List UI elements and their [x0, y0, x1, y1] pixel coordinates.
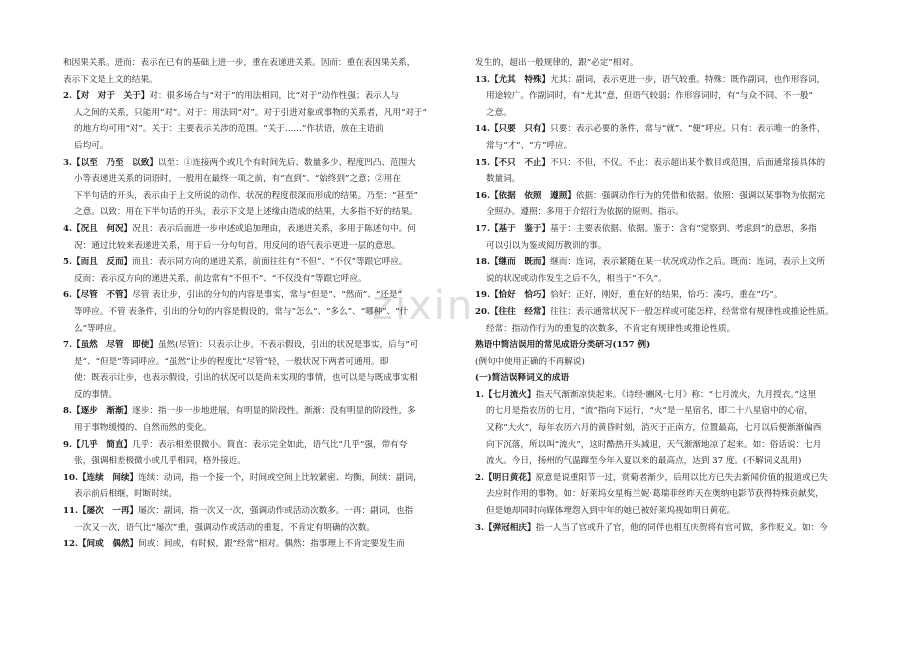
entry-block: [475, 304, 857, 337]
entry-text: 是”、“但是”等词呼应。“虽然”让步的程度比“尽管”轻，一般状况下两者可通用。即: [74, 356, 389, 367]
entry-text: 之意。: [486, 107, 512, 118]
entry-text: 的地方均可用“对”。关于：主要表示关涉的范围。“关于……”作状语，放在主语前: [74, 124, 384, 135]
entry-line: [63, 437, 463, 454]
entry-line: [63, 403, 463, 420]
entry-line: [63, 321, 463, 338]
entry-block: [63, 337, 463, 403]
entry-text: 往往：表示通常状况下一般怎样或可能怎样，经常常有规律性或推论性质。: [550, 306, 834, 317]
entry-line: [63, 121, 463, 138]
entry-number: 1.: [475, 389, 484, 400]
entry-block: [475, 520, 857, 537]
entry-text: 用途较广。作副词时，有“尤其”意，但语气较弱；作形容词时，有“与众不同、不一般”: [486, 91, 813, 102]
entry-line: [63, 503, 463, 520]
entry-term: 【几乎 简直】: [71, 439, 133, 450]
entry-text: 去应时作用的事物。如：好莱坞女星梅兰妮·葛瑞菲丝昨天在奥纳电影节获得特殊贡献奖，: [486, 489, 824, 500]
entry-text: 原意是说重阳节一过，赏菊者渐少，后用以比方已失去新闻价值的报道或已失: [535, 472, 828, 483]
entry-text: 流火。今日，扬州的气温蹿至今年入夏以来的最高点，达到 37 度。(不解词义乱用): [486, 456, 802, 467]
entry-term: 【尤其 特殊】: [489, 74, 551, 85]
entry-line: [63, 155, 463, 172]
entry-line: [63, 420, 463, 437]
entry-number: 16.: [475, 190, 490, 201]
entry-text: 表示下文是上文的结果。: [63, 74, 158, 85]
entry-line: [475, 72, 857, 89]
entry-block: [63, 403, 463, 436]
entry-line: [475, 287, 857, 304]
entry-number: 12.: [63, 539, 78, 550]
entry-text: 说的状况或动作发生之后不久，相当于“不久”。: [486, 273, 667, 284]
entry-line: [63, 238, 463, 255]
entry-line: [475, 304, 857, 321]
entry-text: 可以引以为鉴或阅历教训的事。: [486, 240, 607, 251]
entry-line: [63, 221, 463, 238]
entry-term: 【而且 反而】: [71, 257, 133, 268]
entry-text: 而且：表示同方向的递进关系，前面往往有“不但”、“不仅”等跟它呼应。: [132, 257, 408, 268]
entry-line: [63, 387, 463, 404]
entry-line: [63, 453, 463, 470]
entry-number: 14.: [475, 124, 490, 135]
entry-text: 尽管 表让步，引出的分句的内容是事实，常与“但是”、“然而”、“还是”: [132, 290, 402, 301]
entry-term: 【以至 乃至 以致】: [71, 157, 158, 168]
entry-text: 继而：连词，表示紧随在某一状况或动作之后。既而：连词，表示上文所: [550, 257, 826, 268]
right-column: [475, 55, 857, 536]
section-heading: (一)简洁误释词义的成语: [475, 373, 570, 384]
entry-text: 后均可。: [74, 140, 109, 151]
entry-line: [475, 254, 857, 271]
entry-block: [475, 287, 857, 304]
entry-text: 虽然(尽管)：只表示让步，不表示假设，引出的状况是事实，后与“可: [157, 340, 419, 351]
entry-block: [475, 470, 857, 520]
entry-text: 以至：①连接两个或几个有时间先后、数量多少、程度凹凸、范围大: [157, 157, 416, 168]
entry-text: 恰好：正好，刚好，重在好的结果，恰巧：凑巧，重在“巧”。: [550, 290, 783, 301]
entry-line: [475, 403, 857, 420]
entry-block: [475, 337, 857, 354]
entry-block: [63, 221, 463, 254]
entry-number: 6.: [63, 290, 72, 301]
entry-text: 尤其：副词，表示更进一步，语气较重。特殊：既作副词，也作形容词，: [550, 74, 826, 85]
entry-text: 下半句话的开头，表示由于上文所说的动作、状况的程度很深而形成的结果。乃至：“甚至”: [74, 190, 418, 201]
entry-term: 【恰好 恰巧】: [489, 290, 551, 301]
entry-text: 指天气渐渐凉快起来。《诗经·豳风·七月》称：“七月流火，九月授衣。”这里: [535, 389, 817, 400]
entry-term: 【明日黄花】: [483, 472, 536, 483]
entry-text: 数量词。: [486, 174, 521, 185]
entry-block: [475, 155, 857, 188]
entry-line: [63, 354, 463, 371]
entry-number: 18.: [475, 257, 490, 268]
entry-number: 11.: [63, 506, 78, 517]
entry-block: [63, 155, 463, 221]
entry-text: 表示前后相继，时断时续。: [74, 489, 178, 500]
entry-number: 10.: [63, 472, 78, 483]
entry-block: [475, 387, 857, 470]
entry-line: [63, 304, 463, 321]
entry-term: 【弹冠相庆】: [483, 522, 536, 533]
entry-block: [63, 470, 463, 503]
entry-line: [63, 138, 463, 155]
entry-line: [475, 321, 857, 338]
entry-line: [475, 88, 857, 105]
entry-line: [63, 271, 463, 288]
entry-term: 【况且 何况】: [71, 223, 133, 234]
entry-line: [475, 138, 857, 155]
entry-block: [63, 536, 463, 553]
entry-block: [475, 221, 857, 254]
entry-number: 19.: [475, 290, 490, 301]
entry-text: 反而：表示反方向的递进关系，前边常有“不但不”、“不仅没有”等跟它呼应。: [74, 273, 367, 284]
entry-term: 【虽然 尽管 即使】: [71, 340, 158, 351]
entry-number: 15.: [475, 157, 490, 168]
entry-text: 况且：表示后面进一步申述或追加理由，表递进关系，多用于陈述句中。何: [132, 223, 416, 234]
entry-text: 和因果关系。进而：表示在已有的基础上进一步，重在表递进关系。因而：重在表因果关系，: [63, 58, 416, 68]
entry-line: [63, 287, 463, 304]
entry-text: 况：通过比较来表递进关系，用于后一分句句首，用反问的语气表示更进一层的意思。: [74, 240, 401, 251]
entry-term: 【屡次 一再】: [77, 506, 139, 517]
entry-text: 反的事情。: [74, 389, 117, 400]
entry-line: [475, 188, 857, 205]
entry-line: [475, 486, 857, 503]
entry-line: [475, 453, 857, 470]
entry-term: 【往往 经常】: [489, 306, 551, 317]
entry-term: 【基于 鉴于】: [489, 223, 551, 234]
entry-term: 【对 对于 关于】: [71, 91, 150, 102]
entry-line: [475, 470, 857, 487]
entry-line: [475, 520, 857, 537]
entry-block: [475, 121, 857, 154]
entry-text: 只要：表示必要的条件，常与“就”、“便”呼应。只有：表示唯一的条件，: [550, 124, 826, 135]
entry-line: [475, 171, 857, 188]
entry-text: 逐步：指一步一步地进展，有明显的阶段性。渐渐：没有明显的阶段性，多: [132, 406, 416, 417]
entry-line: [63, 204, 463, 221]
entry-text: 屡次：副词，指一次又一次，强调动作或活动次数多。一再：副词，也指: [138, 506, 414, 517]
entry-number: 2.: [63, 91, 72, 102]
entry-text: 连续：动词，指一个接一个，时间或空间上比较紧密、均衡，间续：副词，: [138, 472, 422, 483]
entry-block: [63, 55, 463, 88]
entry-number: 17.: [475, 223, 490, 234]
entry-line: [63, 55, 463, 72]
entry-line: [63, 470, 463, 487]
entry-text: 之意。以致：用在下半句话的开头，表示下文是上述缘由造成的结果，大多指不好的结果。: [74, 207, 418, 218]
entry-line: [63, 105, 463, 122]
entry-line: [475, 105, 857, 122]
entry-number: 13.: [475, 74, 490, 85]
entry-text: 经常：指动作行为的重复的次数多，不肯定有规律性或推论性质。: [486, 323, 736, 334]
entry-block: [63, 503, 463, 536]
entry-block: [475, 55, 857, 72]
entry-block: [475, 254, 857, 287]
entry-text: 基于：主要表依据、依据。鉴于：含有“觉察到、考虑到”的意思，多指: [550, 223, 817, 234]
entry-line: [63, 520, 463, 537]
entry-line: [475, 221, 857, 238]
entry-block: [475, 188, 857, 221]
entry-term: 【七月流火】: [483, 389, 536, 400]
left-column: [63, 55, 463, 553]
entry-term: 【依据 依照 遵照】: [489, 190, 576, 201]
section-note: (例句中使用正确的不再解说): [475, 356, 585, 367]
entry-line: [63, 171, 463, 188]
entry-block: [63, 287, 463, 337]
entry-line: [475, 503, 857, 520]
entry-line: [475, 55, 857, 72]
entry-text: 等呼应。不管 表条件，引出的分句的内容是假设的，常与“怎么”、“多么”、“哪种”、“什: [74, 306, 409, 317]
entry-line: [475, 387, 857, 404]
entry-block: [63, 88, 463, 154]
entry-line: [63, 370, 463, 387]
entry-block: [63, 254, 463, 287]
entry-text: 但是她却同时向媒体埋怨入到中年的她已被好莱坞视如明日黄花。: [486, 506, 736, 517]
entry-line: [63, 72, 463, 89]
entry-text: 用于事物缓慢的、自然而然的变化。: [74, 423, 212, 434]
entry-text: 对：很多场合与“对于”的用法相同，比“对于”动作性强；表示人与: [149, 91, 399, 102]
entry-text: 全照办。遵照：多用于介绍行为依据的原则、指示。: [486, 207, 684, 218]
entry-number: 9.: [63, 439, 72, 450]
entry-line: [475, 420, 857, 437]
entry-line: [475, 204, 857, 221]
entry-number: 4.: [63, 223, 72, 234]
entry-line: [475, 155, 857, 172]
entry-number: 8.: [63, 406, 72, 417]
entry-text: 发生的，超出一般规律的，跟“必定”相对。: [475, 58, 639, 68]
entry-number: 20.: [475, 306, 490, 317]
entry-text: 间或：间或，有时候，跟“经常”相对。偶然：指事理上不肯定要发生而: [138, 539, 405, 550]
entry-line: [475, 238, 857, 255]
entry-text: 么”等呼应。: [74, 323, 122, 334]
section-heading: 熟语中简洁误用的常见成语分类研习(157 例): [475, 340, 651, 351]
entry-text: 几乎：表示相差很微小。简直：表示完全如此，语气比“几乎”强，带有夸: [132, 439, 408, 450]
entry-text: 使：既表示让步，也表示假设，引出的状况可以是尚未实现的事情，也可以是与既成事实相: [74, 373, 418, 384]
entry-line: [63, 536, 463, 553]
entry-number: 7.: [63, 340, 72, 351]
entry-block: [475, 370, 857, 387]
entry-number: 3.: [475, 522, 484, 533]
entry-term: 【尽管 不管】: [71, 290, 133, 301]
entry-text: 小等表递进关系的词语时，一般用在最终一项之前，有“直到”、“始终到”之意；②用在: [74, 174, 401, 185]
entry-text: 向下沉落，所以叫“流火”，这时酷热开头减退，天气渐渐地凉了起来。如：俗话说：七月: [486, 439, 822, 450]
entry-line: [63, 337, 463, 354]
entry-block: [475, 354, 857, 371]
entry-number: 2.: [475, 472, 484, 483]
entry-text: 一次又一次，语气比“屡次”重，强调动作或活动的重复，不肯定有明确的次数。: [74, 522, 375, 533]
entry-line: [475, 271, 857, 288]
entry-term: 【间或 偶然】: [77, 539, 139, 550]
entry-line: [63, 486, 463, 503]
entry-text: 人之间的关系，只能用“对”。对于：用法同“对”。对于引进对象或事物的关系者，凡用“对于”: [74, 107, 427, 118]
entry-term: 【只要 只有】: [489, 124, 551, 135]
entry-number: 5.: [63, 257, 72, 268]
entry-line: [475, 437, 857, 454]
entry-block: [475, 72, 857, 122]
entry-line: [475, 121, 857, 138]
entry-text: 不只：不但，不仅。不止：表示超出某个数目或范围，后面通常接具体的: [550, 157, 826, 168]
entry-term: 【继而 既而】: [489, 257, 551, 268]
entry-term: 【逐步 渐渐】: [71, 406, 133, 417]
entry-line: [63, 188, 463, 205]
entry-text: 张，强调相差极微小或几乎相同，格外接近。: [74, 456, 246, 467]
entry-text: 指一人当了官或升了官，他的同伴也相互庆贺将有官可做，多作贬义。如：今: [535, 522, 828, 533]
entry-block: [63, 437, 463, 470]
entry-term: 【不只 不止】: [489, 157, 551, 168]
entry-term: 【连续 间续】: [77, 472, 139, 483]
entry-text: 又称“大火”，每年农历六月的黄昏时刻，消灭于正南方，位置最高，七月以后便渐渐偏西: [486, 423, 822, 434]
entry-number: 3.: [63, 157, 72, 168]
entry-line: [63, 254, 463, 271]
entry-line: [63, 88, 463, 105]
entry-text: 依据：强调动作行为的凭借和依据。依照：强调以某事物为依据完: [575, 190, 826, 201]
entry-text: 常与“才”、“方”呼应。: [486, 140, 573, 151]
watermark: zixin: [372, 283, 475, 329]
entry-text: 的七月是指农历的七月，“流”指向下运行，“火”是一星宿名，即二十八星宿中的心宿，: [486, 406, 813, 417]
